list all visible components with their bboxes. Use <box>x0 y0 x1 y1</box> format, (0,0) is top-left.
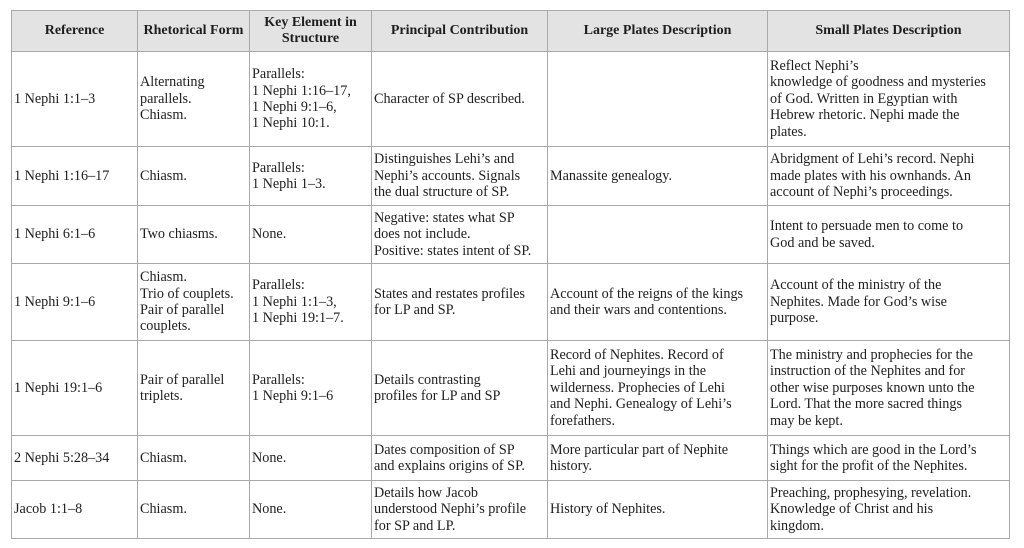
cell-small-plates <box>768 481 1010 539</box>
header-large-plates: Large Plates Description <box>548 11 768 52</box>
cell-text-line: Account of the ministry of the <box>770 277 942 294</box>
cell-text-line: of God. Written in Egyptian with <box>770 90 958 107</box>
cell-text-line: Things which are good in the Lord’s <box>770 441 977 458</box>
cell-text-line: Parallels: <box>252 277 305 294</box>
cell-large-plates <box>548 52 768 147</box>
cell-reference: 1 Nephi 1:16–17 <box>12 147 138 206</box>
cell-text-line: Chiasm. <box>140 269 187 286</box>
table-row <box>12 341 1010 436</box>
table-row <box>12 147 1010 206</box>
cell-large-plates <box>548 147 768 206</box>
header-row <box>12 11 1010 52</box>
cell-text-line: Chiasm. <box>140 167 187 184</box>
cell-principal-contribution <box>372 52 548 147</box>
cell-key-element <box>250 264 372 341</box>
cell-text-line: Pair of parallel <box>140 371 225 388</box>
cell-text-line: account of Nephi’s proceedings. <box>770 184 953 201</box>
cell-text-line: Negative: states what SP <box>374 209 515 226</box>
cell-small-plates <box>768 436 1010 481</box>
cell-text-line: Abridgment of Lehi’s record. Nephi <box>770 151 975 168</box>
cell-text-line: Nephi’s accounts. Signals <box>374 167 521 184</box>
cell-small-plates <box>768 147 1010 206</box>
header-reference: Reference <box>12 11 138 52</box>
cell-text-line: couplets. <box>140 318 191 335</box>
cell-rhetorical-form <box>138 341 250 436</box>
cell-text-line: The ministry and prophecies for the <box>770 346 973 363</box>
cell-text-line: Hebrew rhetoric. Nephi made the <box>770 107 960 124</box>
cell-text-line: None. <box>252 226 287 243</box>
cell-text-line: None. <box>252 449 287 466</box>
cell-text-line: triplets. <box>140 388 183 404</box>
table-row <box>12 264 1010 341</box>
table-row <box>12 481 1010 539</box>
cell-large-plates <box>548 341 768 436</box>
cell-text-line: understood Nephi’s profile <box>374 501 527 518</box>
cell-text-line: Parallels: <box>252 371 305 388</box>
cell-text-line: 1 Nephi 9:1–6 <box>252 388 334 404</box>
cell-reference: 1 Nephi 6:1–6 <box>12 206 138 264</box>
cell-text-line: Details contrasting <box>374 371 481 388</box>
cell-rhetorical-form <box>138 52 250 147</box>
cell-principal-contribution <box>372 436 548 481</box>
cell-text-line: Parallels: <box>252 159 305 176</box>
cell-text-line: Parallels: <box>252 66 305 83</box>
cell-text-line: parallels. <box>140 90 192 107</box>
cell-large-plates <box>548 481 768 539</box>
cell-text-line: wilderness. Prophecies of Lehi <box>550 379 725 396</box>
cell-text-line: States and restates profiles <box>374 285 525 302</box>
cell-text-line: None. <box>252 501 287 518</box>
cell-text-line: Pair of parallel <box>140 302 225 318</box>
cell-principal-contribution <box>372 264 548 341</box>
cell-rhetorical-form <box>138 206 250 264</box>
cell-principal-contribution <box>372 341 548 436</box>
cell-text-line: Knowledge of Christ and his <box>770 501 934 518</box>
cell-text-line: Manassite genealogy. <box>550 167 672 184</box>
cell-text-line: Chiasm. <box>140 107 187 124</box>
cell-text-line: Alternating <box>140 74 205 91</box>
cell-rhetorical-form <box>138 436 250 481</box>
cell-text-line: the dual structure of SP. <box>374 184 510 201</box>
cell-text-line: History of Nephites. <box>550 501 666 518</box>
cell-principal-contribution <box>372 481 548 539</box>
cell-text-line: 1 Nephi 9:1–6, <box>252 99 337 115</box>
table-row <box>12 52 1010 147</box>
cell-text-line: Chiasm. <box>140 501 187 518</box>
cell-text-line: 1 Nephi 10:1. <box>252 115 330 132</box>
cell-text-line: forefathers. <box>550 412 615 429</box>
cell-text-line: may be kept. <box>770 412 843 429</box>
cell-text-line: for SP and LP. <box>374 517 456 534</box>
cell-key-element <box>250 436 372 481</box>
cell-text-line: for LP and SP. <box>374 302 456 318</box>
cell-text-line: instruction of the Nephites and for <box>770 363 966 380</box>
cell-reference: Jacob 1:1–8 <box>12 481 138 539</box>
cell-text-line: 1 Nephi 1:16–17, <box>252 82 351 99</box>
cell-text-line: Positive: states intent of SP. <box>374 242 532 259</box>
cell-text-line: Distinguishes Lehi’s and <box>374 151 515 168</box>
cell-text-line: Account of the reigns of the kings <box>550 285 744 302</box>
cell-rhetorical-form <box>138 481 250 539</box>
cell-text-line: Two chiasms. <box>140 226 218 243</box>
cell-text-line: Lehi and journeyings in the <box>550 363 707 380</box>
header-rhetorical-form: Rhetorical Form <box>138 11 250 52</box>
cell-text-line: Lord. That the more sacred things <box>770 396 963 413</box>
cell-text-line: history. <box>550 458 593 474</box>
cell-large-plates <box>548 436 768 481</box>
cell-key-element <box>250 147 372 206</box>
table-row <box>12 436 1010 481</box>
cell-small-plates <box>768 52 1010 147</box>
cell-text-line: other wise purposes known unto the <box>770 379 975 396</box>
cell-large-plates <box>548 206 768 264</box>
cell-text-line: Reflect Nephi’s <box>770 57 859 74</box>
cell-text-line: Nephites. Made for God’s wise <box>770 293 947 310</box>
cell-rhetorical-form <box>138 147 250 206</box>
cell-text-line: 1 Nephi 1–3. <box>252 176 326 192</box>
cell-reference: 2 Nephi 5:28–34 <box>12 436 138 481</box>
cell-text-line: and their wars and contentions. <box>550 302 727 318</box>
cell-text-line: kingdom. <box>770 517 824 534</box>
cell-text-line: More particular part of Nephite <box>550 441 729 458</box>
cell-large-plates <box>548 264 768 341</box>
cell-text-line: Intent to persuade men to come to <box>770 218 964 235</box>
cell-text-line: Details how Jacob <box>374 484 479 501</box>
cell-small-plates <box>768 206 1010 264</box>
cell-principal-contribution <box>372 206 548 264</box>
cell-reference: 1 Nephi 9:1–6 <box>12 264 138 341</box>
header-principal-contribution: Principal Contribution <box>372 11 548 52</box>
header-small-plates: Small Plates Description <box>768 11 1010 52</box>
header-key-element: Key Element in Structure <box>250 11 372 52</box>
cell-text-line: Dates composition of SP <box>374 441 515 458</box>
cell-key-element <box>250 52 372 147</box>
cell-text-line: plates. <box>770 123 807 140</box>
cell-text-line: purpose. <box>770 310 819 327</box>
cell-text-line: sight for the profit of the Nephites. <box>770 458 968 474</box>
cell-principal-contribution <box>372 147 548 206</box>
cell-small-plates <box>768 341 1010 436</box>
table-row <box>12 206 1010 264</box>
cell-text-line: 1 Nephi 19:1–7. <box>252 310 344 327</box>
cell-text-line: and Nephi. Genealogy of Lehi’s <box>550 396 732 413</box>
cell-key-element <box>250 481 372 539</box>
cell-text-line: does not include. <box>374 226 471 243</box>
cell-reference: 1 Nephi 19:1–6 <box>12 341 138 436</box>
cell-text-line: 1 Nephi 1:1–3, <box>252 293 337 310</box>
cell-text-line: profiles for LP and SP <box>374 388 501 404</box>
cell-text-line: made plates with his ownhands. An <box>770 167 971 184</box>
cell-text-line: knowledge of goodness and mysteries <box>770 74 986 91</box>
cell-text-line: Character of SP described. <box>374 90 525 107</box>
cell-small-plates <box>768 264 1010 341</box>
cell-key-element <box>250 206 372 264</box>
cell-text-line: Chiasm. <box>140 449 187 466</box>
cell-text-line: God and be saved. <box>770 234 875 251</box>
cell-text-line: Preaching, prophesying, revelation. <box>770 484 972 501</box>
plates-comparison-table <box>11 10 1010 539</box>
cell-text-line: Trio of couplets. <box>140 285 234 302</box>
cell-text-line: Record of Nephites. Record of <box>550 346 724 363</box>
cell-reference: 1 Nephi 1:1–3 <box>12 52 138 147</box>
cell-key-element <box>250 341 372 436</box>
cell-rhetorical-form <box>138 264 250 341</box>
cell-text-line: and explains origins of SP. <box>374 458 525 474</box>
table-body <box>12 52 1010 539</box>
